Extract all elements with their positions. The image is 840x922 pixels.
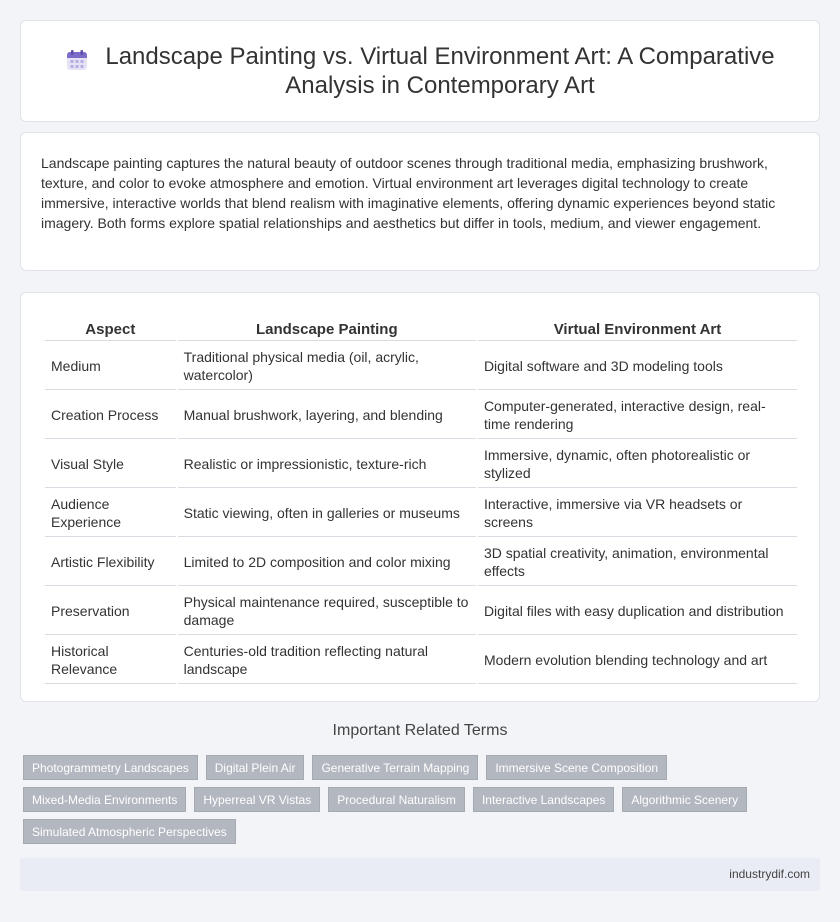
cell-landscape: Physical maintenance required, susceptible to damage [178,588,476,635]
cell-virtual: 3D spatial creativity, animation, environmental effects [478,539,797,586]
related-term-tag[interactable]: Procedural Naturalism [328,787,465,812]
cell-landscape: Manual brushwork, layering, and blending [178,392,476,439]
related-terms-list [23,755,803,844]
calendar-icon [65,48,89,72]
cell-virtual: Interactive, immersive via VR headsets or screens [478,490,797,537]
title-card [20,20,820,122]
cell-aspect: Audience Experience [45,490,176,537]
cell-aspect: Artistic Flexibility [45,539,176,586]
cell-virtual: Digital files with easy duplication and distribution [478,588,797,635]
intro-card [20,132,820,271]
cell-virtual: Digital software and 3D modeling tools [478,343,797,390]
footer [20,858,820,891]
cell-virtual: Immersive, dynamic, often photorealistic or stylized [478,441,797,488]
cell-landscape: Centuries-old tradition reflecting natural landscape [178,637,476,684]
footer-site-link[interactable]: industrydif.com [729,867,810,881]
table-row [45,441,797,488]
related-term-tag[interactable]: Generative Terrain Mapping [312,755,478,780]
related-term-tag[interactable]: Digital Plein Air [206,755,305,780]
cell-aspect: Creation Process [45,392,176,439]
cell-landscape: Traditional physical media (oil, acrylic, watercolor) [178,343,476,390]
cell-aspect: Visual Style [45,441,176,488]
cell-landscape: Realistic or impressionistic, texture-rich [178,441,476,488]
table-row [45,343,797,390]
related-term-tag[interactable]: Simulated Atmospheric Perspectives [23,819,236,844]
related-term-tag[interactable]: Photogrammetry Landscapes [23,755,198,780]
related-term-tag[interactable]: Interactive Landscapes [473,787,614,812]
header-landscape-painting: Landscape Painting [178,317,476,341]
table-header-row [45,317,797,341]
table-row [45,588,797,635]
header-aspect: Aspect [45,317,176,341]
header-virtual-environment-art: Virtual Environment Art [478,317,797,341]
related-term-tag[interactable]: Mixed-Media Environments [23,787,186,812]
comparison-card [20,292,820,702]
related-term-tag[interactable]: Immersive Scene Composition [486,755,667,780]
table-row [45,490,797,537]
table-row [45,392,797,439]
comparison-table [43,315,799,686]
page-title: Landscape Painting vs. Virtual Environment Art: A Comparative Analysis in Contemporary Art [105,43,775,99]
table-row [45,637,797,684]
cell-aspect: Historical Relevance [45,637,176,684]
related-term-tag[interactable]: Algorithmic Scenery [622,787,747,812]
related-term-tag[interactable]: Hyperreal VR Vistas [194,787,320,812]
cell-virtual: Modern evolution blending technology and art [478,637,797,684]
cell-landscape: Static viewing, often in galleries or museums [178,490,476,537]
table-row [45,539,797,586]
cell-aspect: Medium [45,343,176,390]
related-terms-heading: Important Related Terms [332,722,508,739]
cell-landscape: Limited to 2D composition and color mixing [178,539,476,586]
cell-virtual: Computer-generated, interactive design, real-time rendering [478,392,797,439]
cell-aspect: Preservation [45,588,176,635]
intro-paragraph: Landscape painting captures the natural beauty of outdoor scenes through traditional media, emphasizing brushwork, texture, and color to evoke atmosphere and emotion. Virtual environment art leverages digital technology to create immersive, interactive worlds that blend realism with imaginative elements, offering dynamic experiences beyond static imagery. Both forms explore spatial relationships and aesthetics but differ in tools, medium, and viewer engagement. [41,155,776,231]
